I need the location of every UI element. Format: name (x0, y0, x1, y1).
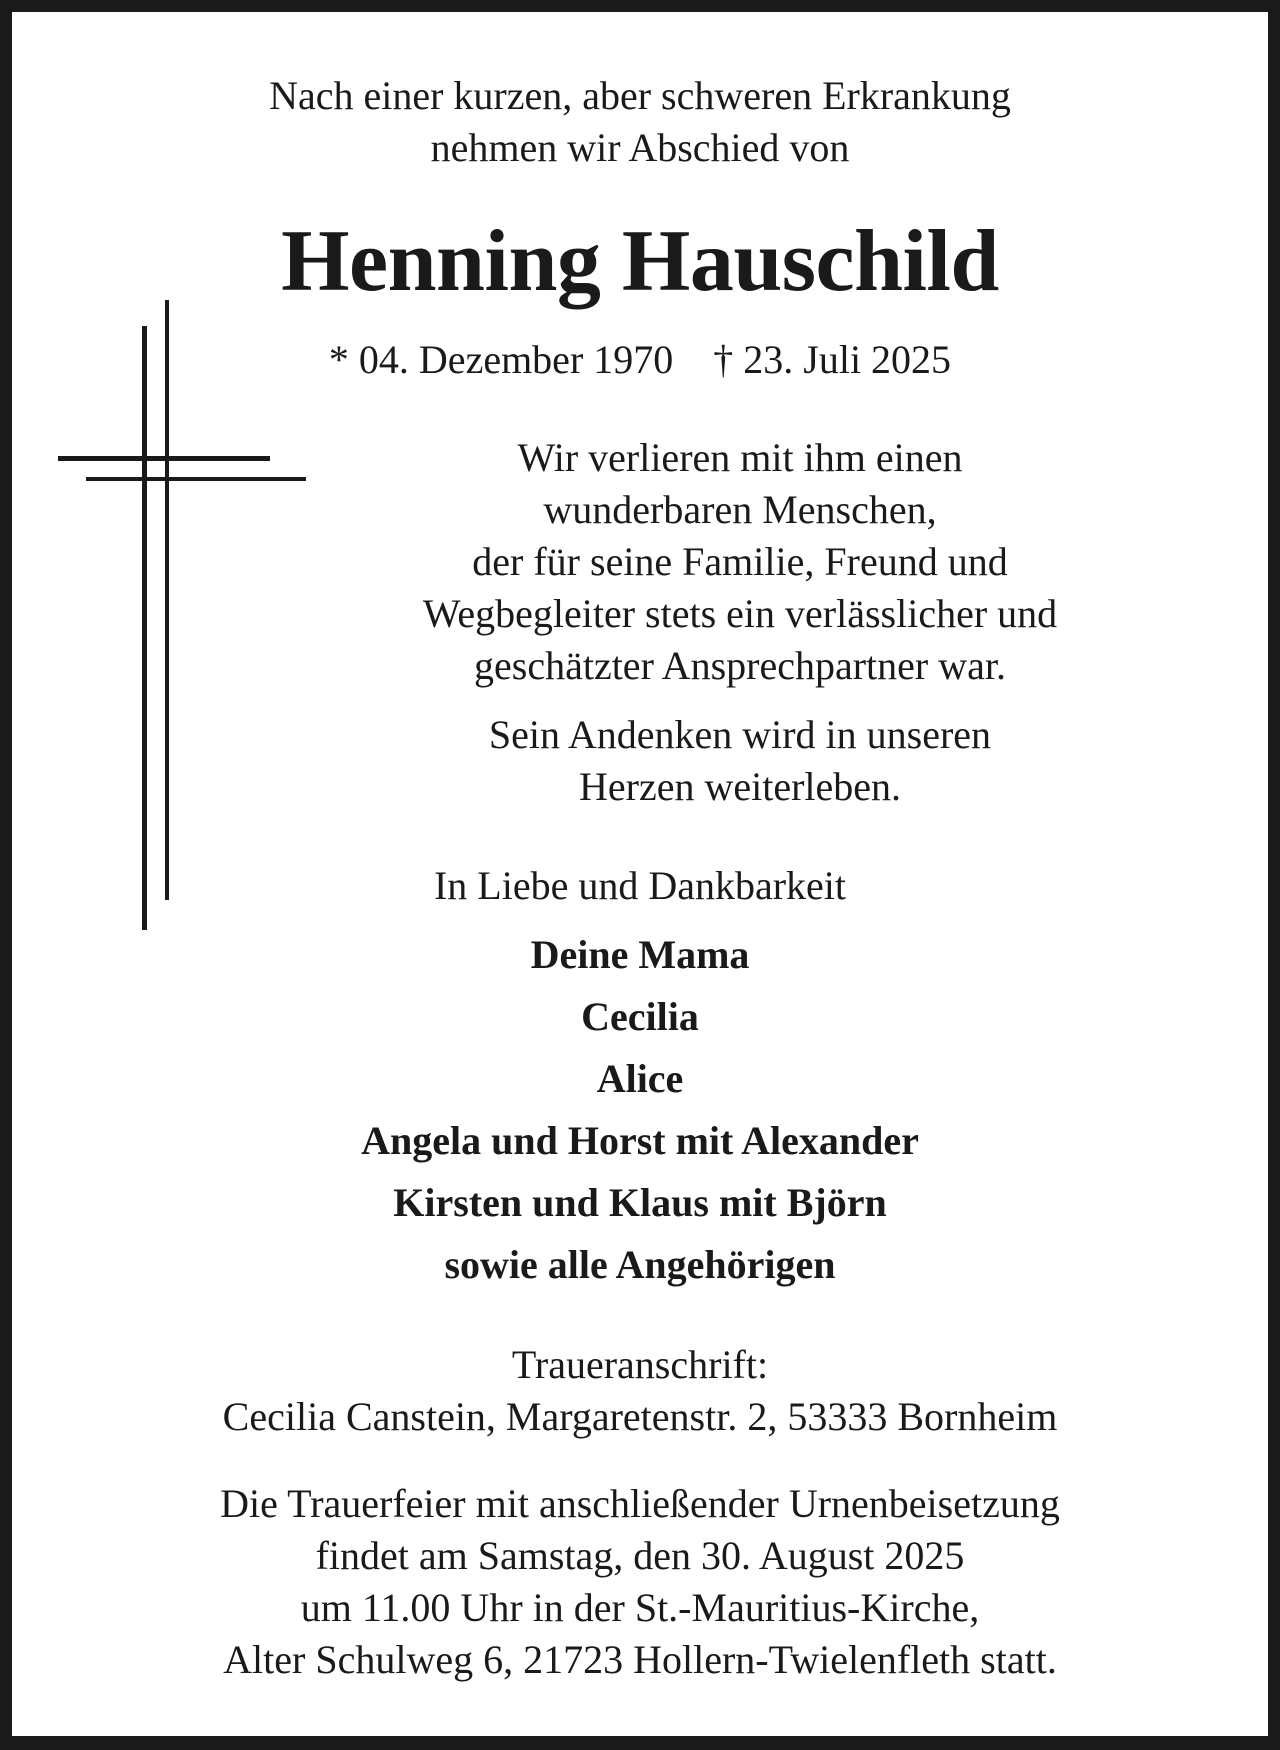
memory-line: Sein Andenken wird in unseren (488, 712, 992, 757)
memory-line: Herzen weiterleben. (578, 764, 902, 809)
mourner-line: sowie alle Angehörigen (444, 1242, 836, 1287)
mourner-line: Cecilia (581, 994, 699, 1039)
address-line: Cecilia Canstein, Margaretenstr. 2, 53333 Bornheim (222, 1394, 1058, 1439)
mourner-line: Deine Mama (530, 932, 750, 977)
mourner-line: Angela und Horst mit Alexander (361, 1118, 919, 1163)
closing-text (0, 860, 1280, 912)
birth-date: * 04. Dezember 1970 (328, 337, 674, 382)
tribute-text (100, 432, 1280, 692)
intro-line: Nach einer kurzen, aber schweren Erkrankung (269, 73, 1011, 118)
intro-text (0, 70, 1280, 174)
mourning-address (0, 1339, 1280, 1443)
address-label: Traueranschrift: (511, 1342, 769, 1387)
tribute-line: wunderbaren Menschen, (543, 487, 937, 532)
death-date: † 23. Juli 2025 (713, 337, 952, 382)
tribute-line: der für seine Familie, Freund und (472, 539, 1008, 584)
mourner-line: Kirsten und Klaus mit Björn (393, 1180, 887, 1225)
mourner-line: Alice (596, 1056, 684, 1101)
tribute-line: Wir verlieren mit ihm einen (517, 435, 963, 480)
ceremony-line: um 11.00 Uhr in der St.-Mauritius-Kirche, (300, 1585, 980, 1630)
ceremony-line: Alter Schulweg 6, 21723 Hollern-Twielenfleth statt. (223, 1637, 1057, 1682)
tribute-line: Wegbegleiter stets ein verlässlicher und (422, 591, 1058, 636)
tribute-line: geschätzter Ansprechpartner war. (474, 643, 1006, 688)
life-dates (0, 334, 1280, 386)
closing-line: In Liebe und Dankbarkeit (433, 863, 847, 908)
deceased-name: Henning Hauschild (281, 213, 999, 310)
ceremony-line: findet am Samstag, den 30. August 2025 (315, 1533, 965, 1578)
ceremony-line: Die Trauerfeier mit anschließender Urnenbeisetzung (220, 1481, 1060, 1526)
ceremony-info (0, 1478, 1280, 1686)
intro-line: nehmen wir Abschied von (430, 125, 850, 170)
memory-text (100, 709, 1280, 813)
mourners-list (0, 924, 1280, 1296)
